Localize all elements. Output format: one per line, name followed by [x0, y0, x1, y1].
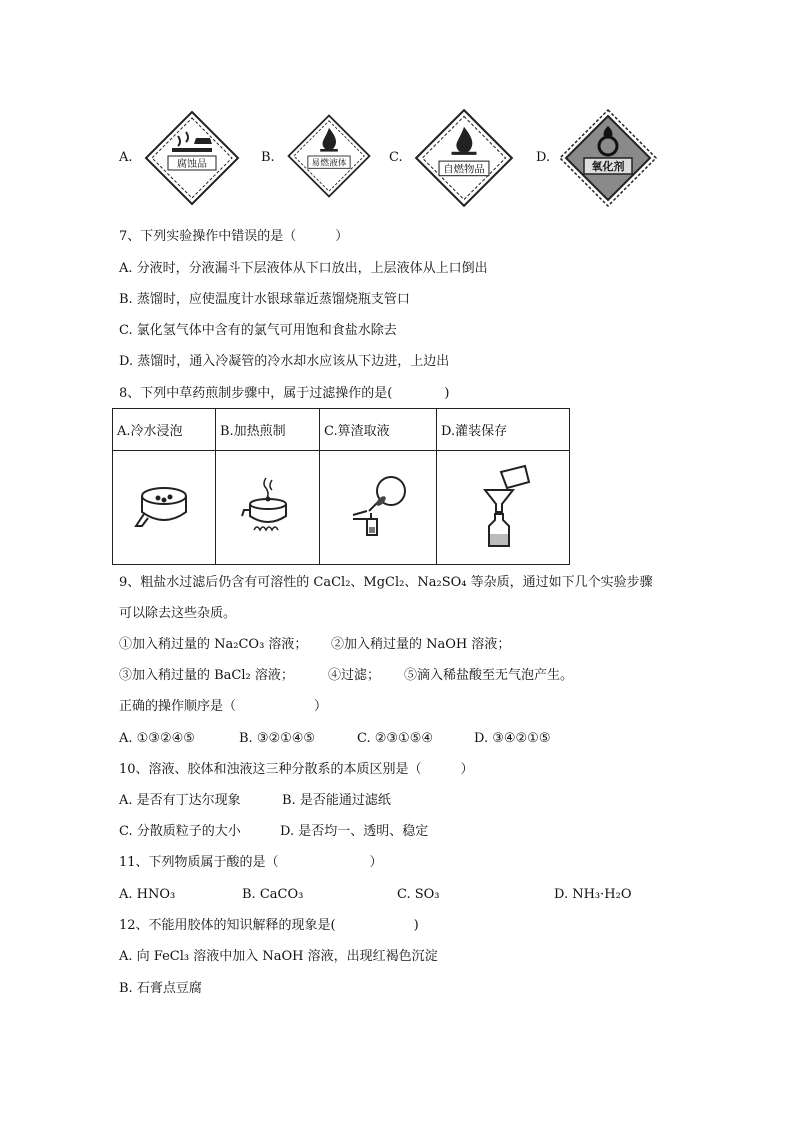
q9-option-c: C. ②③①⑤④	[357, 731, 434, 746]
q7-option-b: B. 蒸馏时，应使温度计水银球靠近蒸馏烧瓶支管口	[119, 292, 410, 307]
q8-image-d-cell	[437, 451, 570, 565]
q9-step-3: ③加入稍过量的 BaCl₂ 溶液；	[119, 668, 294, 683]
strain-liquid-icon	[343, 471, 413, 541]
q7-option-a: A. 分液时，分液漏斗下层液体从下口放出，上层液体从上口倒出	[119, 261, 488, 276]
q10-option-a: A. 是否有丁达尔现象	[119, 793, 241, 808]
option-a-label: A.	[119, 150, 133, 165]
q12-option-b: B. 石膏点豆腐	[119, 981, 202, 996]
q8-image-a-cell	[113, 451, 216, 565]
q10-option-c: C. 分散质粒子的大小	[119, 824, 241, 839]
q8-header-c: C.箅渣取液	[320, 409, 437, 451]
q7-stem: 7、下列实验操作中错误的是（ ）	[119, 229, 349, 244]
q11-option-a: A. HNO₃	[119, 887, 176, 902]
q8-stem: 8、下列中草药煎制步骤中，属于过滤操作的是( )	[119, 386, 450, 401]
q9-stem-line2: 可以除去这些杂质。	[119, 606, 237, 621]
q8-header-b: B.加热煎制	[216, 409, 320, 451]
q7-option-c: C. 氯化氢气体中含有的氯气可用饱和食盐水除去	[119, 323, 397, 338]
q9-stem-line1: 9、粗盐水过滤后仍含有可溶性的 CaCl₂、MgCl₂、Na₂SO₄ 等杂质，通过如下几个实验步骤	[119, 575, 653, 590]
q8-header-d: D.灌装保存	[437, 409, 570, 451]
q10-option-b: B. 是否能通过滤纸	[282, 793, 391, 808]
q9-step-5: ⑤滴入稀盐酸至无气泡产生。	[404, 668, 574, 683]
q9-step-4: ④过滤；	[328, 668, 381, 683]
q8-header-a: A.冷水浸泡	[113, 409, 216, 451]
option-b-label: B.	[261, 150, 275, 165]
soaking-pot-icon	[132, 474, 196, 538]
q9-option-a: A. ①③②④⑤	[119, 731, 195, 746]
oxidizer-sign	[558, 108, 658, 208]
flammable-liquid-sign	[285, 112, 373, 200]
option-d-label: D.	[536, 150, 551, 165]
q8-image-b-cell	[216, 451, 320, 565]
option-c-label: C.	[389, 150, 403, 165]
sign-c-text: 自燃物品	[443, 163, 485, 176]
sign-b-text: 易燃液体	[311, 158, 347, 169]
q11-option-d: D. NH₃·H₂O	[554, 887, 632, 902]
q9-step-1: ①加入稍过量的 Na₂CO₃ 溶液；	[119, 637, 308, 652]
q9-step-2: ②加入稍过量的 NaOH 溶液；	[331, 637, 511, 652]
q9-ask: 正确的操作顺序是（ ）	[119, 699, 328, 714]
q8-table	[112, 408, 570, 565]
sign-a-text: 腐蚀品	[177, 159, 207, 170]
q11-option-b: B. CaCO₃	[242, 887, 304, 902]
q9-option-d: D. ③④②①⑤	[474, 731, 551, 746]
q11-stem: 11、下列物质属于酸的是（ ）	[119, 855, 383, 870]
q10-stem: 10、溶液、胶体和浊液这三种分散系的本质区别是（ ）	[119, 762, 474, 777]
sign-d-text: 氧化剂	[591, 160, 625, 173]
q12-stem: 12、不能用胶体的知识解释的现象是( )	[119, 918, 419, 933]
q7-option-d: D. 蒸馏时，通入冷凝管的冷水却水应该从下边进，上边出	[119, 354, 450, 369]
q12-option-a: A. 向 FeCl₃ 溶液中加入 NaOH 溶液，出现红褐色沉淀	[119, 949, 438, 964]
corrosive-sign	[142, 108, 242, 208]
q9-option-b: B. ③②①④⑤	[239, 731, 316, 746]
q8-image-c-cell	[320, 451, 437, 565]
bottling-icon	[471, 464, 535, 548]
spontaneously-combustible-sign	[412, 106, 516, 210]
heating-pot-icon	[236, 474, 300, 538]
q10-option-d: D. 是否均一、透明、稳定	[280, 824, 429, 839]
q11-option-c: C. SO₃	[397, 887, 440, 902]
